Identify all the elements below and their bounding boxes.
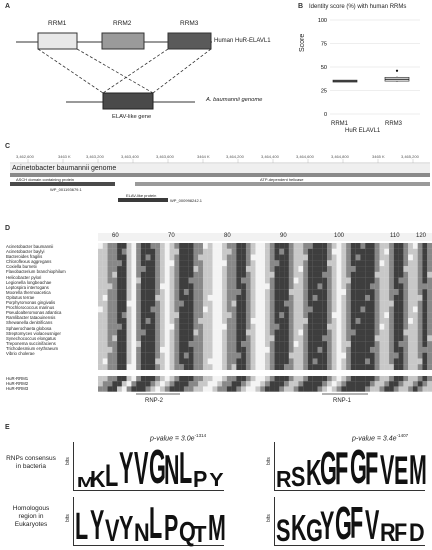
gene2-label: ATP-dependent helicase (260, 177, 304, 182)
coord-6: 3,464,200 (226, 154, 244, 159)
coord-8: 3,464,600 (296, 154, 314, 159)
species-name: Opitutus terrae (6, 294, 35, 300)
logo-letter: M (409, 446, 428, 493)
species-name: Leptospira interrogans (6, 284, 49, 290)
elav-like-gene-box (103, 93, 153, 109)
coord-1: 3463 K (58, 154, 71, 159)
logo-letter: V (134, 442, 149, 494)
genome-label: A. baumannii genome (206, 97, 263, 103)
logo-letter: L (178, 444, 192, 493)
homology-lines (38, 49, 211, 93)
logo-letter: V (104, 512, 120, 548)
logo-letter: L (75, 506, 89, 548)
rrm1-label: RRM1 (48, 20, 67, 27)
ruler-100: 100 (334, 233, 345, 239)
species-name: Acinetobacter baylyi (6, 249, 45, 255)
species-list (6, 244, 66, 356)
logo-letter: Y (320, 504, 335, 548)
rnp1-label: RNP-1 (333, 398, 352, 404)
logo-letter: F (364, 442, 379, 494)
logo-letter: E (394, 449, 409, 493)
species-name: Shewanella denitrificans (6, 320, 53, 326)
coord-10: 3465 K (372, 154, 385, 159)
coord-4: 3,463,600 (156, 154, 174, 159)
logo-letter: M (76, 475, 95, 491)
logo-top-right (274, 440, 428, 494)
panel-e-label: E (5, 424, 10, 431)
species-name: Chloroflexus aggregans (6, 259, 52, 265)
logo-letter: G (149, 440, 166, 494)
logo-letter: F (335, 442, 349, 494)
box-plot (300, 14, 428, 124)
species-name: Helicobacter pylori (6, 274, 42, 280)
panel-a-label: A (5, 3, 11, 10)
row1-label: RNPs consensus in bacteria (6, 455, 56, 470)
logo-letter: K (89, 466, 106, 492)
logo-letter: P (163, 508, 179, 548)
ruler-90: 90 (280, 233, 287, 239)
logo-letter: Y (89, 501, 105, 548)
rrm2-label: RRM2 (113, 20, 132, 27)
logo-letter: G (350, 440, 367, 494)
elav-gene-label: ELAV-like gene (112, 114, 152, 120)
coord-0: 3,462,600 (16, 154, 34, 159)
logo-letter: S (276, 512, 291, 548)
coord-11: 3,465,200 (401, 154, 419, 159)
coord-3: 3,463,400 (121, 154, 139, 159)
logo-letter: S (290, 461, 306, 492)
chart-title: Identity score (%) with human RRMs (309, 4, 407, 10)
ruler-60: 60 (112, 233, 119, 239)
gene1-id: WP_001193679.1 (50, 187, 82, 192)
species-name: Synechococcus elongatus (6, 335, 56, 341)
human-rrm-name: HuR-RRM1 (6, 376, 29, 381)
species-name: Pseudoalteromonas atlantica (6, 310, 62, 316)
logo-letter: G (335, 497, 353, 549)
species-name: Ramlibacter tataouinensis (6, 315, 56, 321)
rrm2-box (102, 33, 144, 49)
rnp2-label: RNP-2 (145, 398, 164, 404)
human-rrm-name: HuR-RRM3 (6, 386, 29, 392)
logo-letter: F (394, 519, 408, 547)
y-tick-label: 75 (320, 41, 327, 48)
y-tick-label: 100 (317, 18, 327, 24)
logo-letter: N (134, 519, 150, 547)
ruler-80: 80 (224, 233, 231, 239)
panel-d-label: D (5, 225, 11, 232)
coord-9: 3,464,800 (331, 154, 349, 159)
species-name: Bacteroides fragilis (6, 254, 43, 260)
y-axis-label: Score (299, 33, 306, 52)
species-name: Flavobacterium branchiophilum (6, 269, 66, 275)
logo-letter: F (350, 499, 364, 548)
species-name: Moorella thermoacetica (6, 289, 51, 295)
logo-letter: Y (119, 510, 134, 547)
row2-label: Homologous region in Eukaryotes (12, 505, 50, 528)
logo-letter: Y (209, 470, 224, 491)
logo-letter: K (290, 508, 307, 548)
rrm3-box (168, 33, 211, 49)
logo-top-left (73, 440, 224, 494)
gene3-label: ELAV-like protein (126, 193, 157, 198)
logo-letter: L (149, 499, 163, 548)
outlier-point (396, 70, 398, 72)
bits-label-tl: bits (65, 457, 71, 465)
rrm3-label: RRM3 (180, 20, 199, 27)
species-name: Streptomyces violaceusniger (6, 330, 61, 336)
track-title: Acinetobacter baumannii genome (12, 165, 117, 172)
y-tick-label: 50 (320, 65, 327, 71)
species-name: Legionella longbeachae (6, 279, 52, 285)
alignment-ruler (98, 233, 432, 241)
y-tick-label: 0 (323, 112, 327, 118)
ruler-70: 70 (168, 233, 175, 239)
gene3-id: WP_000998242.1 (170, 198, 203, 203)
species-name: Vibrio cholerae (6, 350, 35, 356)
logo-bottom-right (274, 497, 425, 549)
species-name: Sphaerochaeta globosa (6, 325, 52, 331)
logo-letter: Q (178, 516, 196, 547)
species-name: Porphyromonas gingivalis (6, 300, 56, 306)
genome-browser (10, 153, 430, 215)
logo-letter: R (276, 466, 292, 492)
pvalue-left: p-value = $3.0e^{-1314}$ (150, 433, 207, 443)
human-rrm-list (6, 376, 28, 391)
species-name: Treponema succinifaciens (6, 340, 56, 346)
bits-label-bl: bits (65, 514, 71, 522)
x-axis-label: HuR ELAVL1 (345, 128, 381, 134)
human-alignment-block (98, 376, 432, 392)
coord-5: 3464 K (197, 154, 210, 159)
coord-2: 3,463,200 (86, 154, 104, 159)
rrm1-box (38, 33, 77, 49)
logo-letter: V (379, 446, 394, 493)
logo-letter: T (193, 521, 207, 547)
alignment-block (98, 243, 432, 370)
bits-label-br: bits (266, 514, 272, 522)
logo-letter: D (409, 519, 425, 547)
human-gene-label: Human HuR-ELAVL1 (214, 38, 271, 44)
ruler-120: 120 (416, 233, 427, 239)
x-cat-rrm1: RRM1 (331, 121, 349, 127)
logo-letter: G (320, 442, 338, 494)
gene-asch-bar (10, 182, 115, 186)
human-rrm-name: HuR-RRM2 (6, 381, 29, 387)
logo-letter: V (364, 501, 380, 548)
logo-letter: R (379, 519, 396, 547)
logo-letter: P (193, 466, 208, 492)
logo-letter: M (208, 508, 227, 548)
species-name: Coxiella burnetii (6, 264, 37, 270)
logo-bottom-left (73, 497, 227, 548)
species-name: Acinetobacter baumannii (6, 244, 54, 249)
logo-letter: K (305, 453, 322, 493)
panel-c-label: C (5, 143, 11, 150)
gene-helicase-bar (135, 182, 430, 186)
logo-letter: L (104, 457, 118, 493)
y-tick-label: 25 (320, 88, 327, 95)
gene1-label: ASCH domain containing protein (16, 177, 75, 182)
bits-label-tr: bits (266, 457, 272, 465)
x-cat-rrm3: RRM3 (385, 121, 403, 127)
gene-elav-bar (118, 198, 168, 202)
ruler-110: 110 (390, 233, 400, 239)
species-name: Prochlorococcus marinus (6, 305, 55, 311)
logo-letter: G (305, 512, 323, 548)
coord-7: 3,464,400 (261, 154, 279, 159)
logo-letter: Y (119, 444, 134, 493)
panel-b-label: B (298, 3, 304, 10)
pvalue-right: p-value = $3.4e^{-1407}$ (352, 433, 409, 443)
species-name: Trichodesmium erythraeum (6, 345, 59, 351)
logo-letter: N (163, 446, 180, 493)
